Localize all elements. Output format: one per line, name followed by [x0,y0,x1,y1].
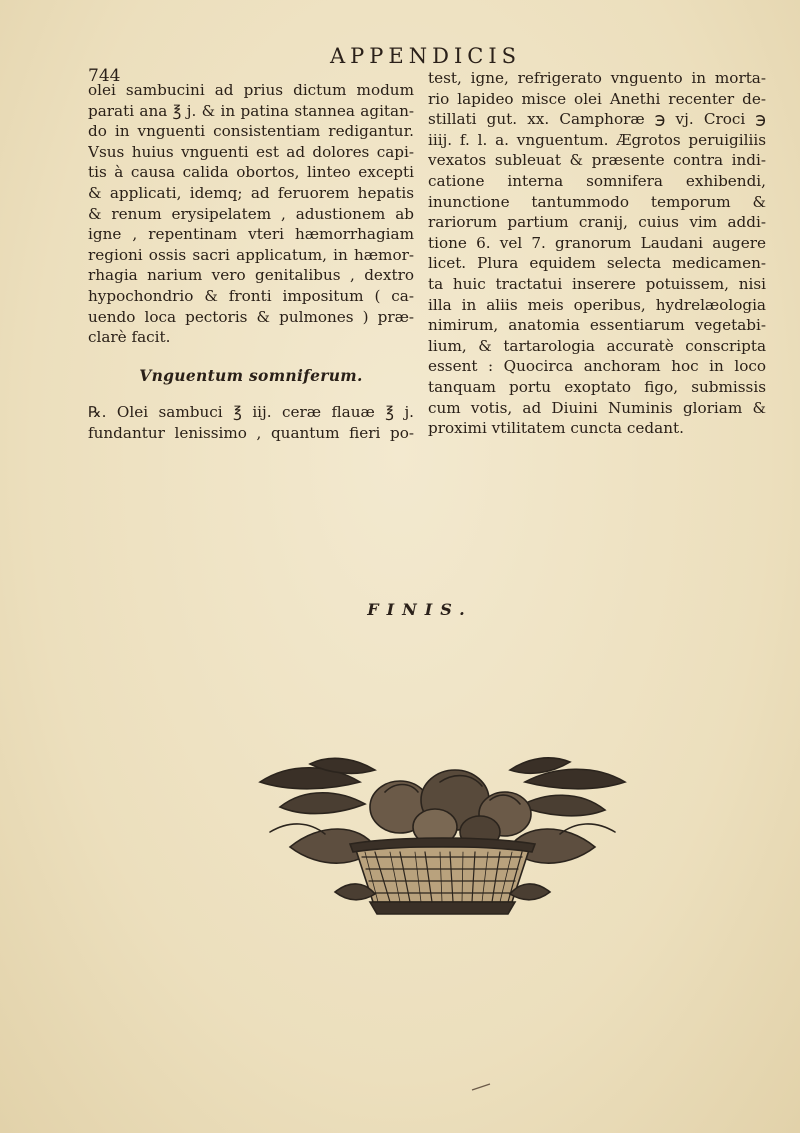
text-line: cum votis, ad Diuini Numinis gloriam & [428,398,766,417]
text-line: tione 6. vel 7. granorum Laudani augere [428,233,766,252]
text-line: tis à causa calida obortos, linteo excepti [88,163,414,182]
running-head: APPENDICIS [330,44,522,68]
fruit-basket-woodcut-icon [250,752,635,922]
text-line: ta huic tractatui inserere potuissem, nisi [428,274,766,293]
text-line: ℞. Olei sambuci ℥ iij. ceræ flauæ ℥ j. [88,403,414,422]
text-line: vexatos subleuat & præsente contra indi- [428,151,766,170]
text-line: test, igne, refrigerato vnguento in morta- [428,69,766,87]
paragraph-recipe [88,402,414,443]
left-column [88,80,414,444]
text-line: olei sambucini ad prius dictum modum [88,81,414,99]
right-column [428,68,766,439]
text-line: hypochondrio & fronti impositum ( ca- [88,286,414,305]
text-line: proximi vtilitatem cuncta cedant. [428,419,684,438]
stray-ink-mark-icon [470,1082,492,1092]
text-line: iiij. f. l. a. vnguentum. Ægrotos peruigiliis [428,130,766,149]
text-line: clarè facit. [88,328,171,347]
finis-colophon: FINIS. [367,600,473,619]
text-line: rhagia narium vero genitalibus , dextro [88,266,414,285]
text-line: rio lapideo misce olei Anethi recenter de- [428,89,766,108]
text-line: nimirum, anatomia essentiarum vegetabi- [428,316,766,335]
text-line: inunctione tantummodo temporum & [428,192,766,211]
text-line: do in vnguenti consistentiam redigantur. [88,122,414,141]
text-line: licet. Plura equidem selecta medicamen- [428,254,766,273]
text-line: regioni ossis sacri applicatum, in hæmor- [88,245,414,264]
paragraph-unguent-usage [88,80,414,348]
page-number: 744 [88,66,121,86]
text-line: rariorum partium cranij, cuius vim addi- [428,213,766,232]
text-line: uendo loca pectoris & pulmones ) præ- [88,307,414,326]
text-line: parati ana ℥ j. & in patina stannea agitan- [88,101,414,120]
paragraph-continuation [428,68,766,439]
text-line: fundantur lenissimo , quantum fieri po- [88,423,414,442]
text-line: lium, & tartarologia accuratè conscripta [428,336,766,355]
text-line: Vsus huius vnguenti est ad dolores capi- [88,142,414,161]
text-line: & renum erysipelatem , adustionem ab [88,204,414,223]
text-line: essent : Quocirca anchoram hoc in loco [428,357,766,376]
text-line: illa in aliis meis operibus, hydrelæologia [428,295,766,314]
text-line: tanquam portu exoptato figo, submissis [428,377,766,396]
section-heading: Vnguentum somniferum. [139,365,363,385]
text-line: stillati gut. xx. Camphoræ ℈ vj. Croci ℈ [428,110,766,129]
text-line: & applicati, idemq; ad feruorem hepatis [88,183,414,202]
text-line: igne , repentinam vteri hæmorrhagiam [88,225,414,244]
text-line: catione interna somnifera exhibendi, [428,171,766,190]
